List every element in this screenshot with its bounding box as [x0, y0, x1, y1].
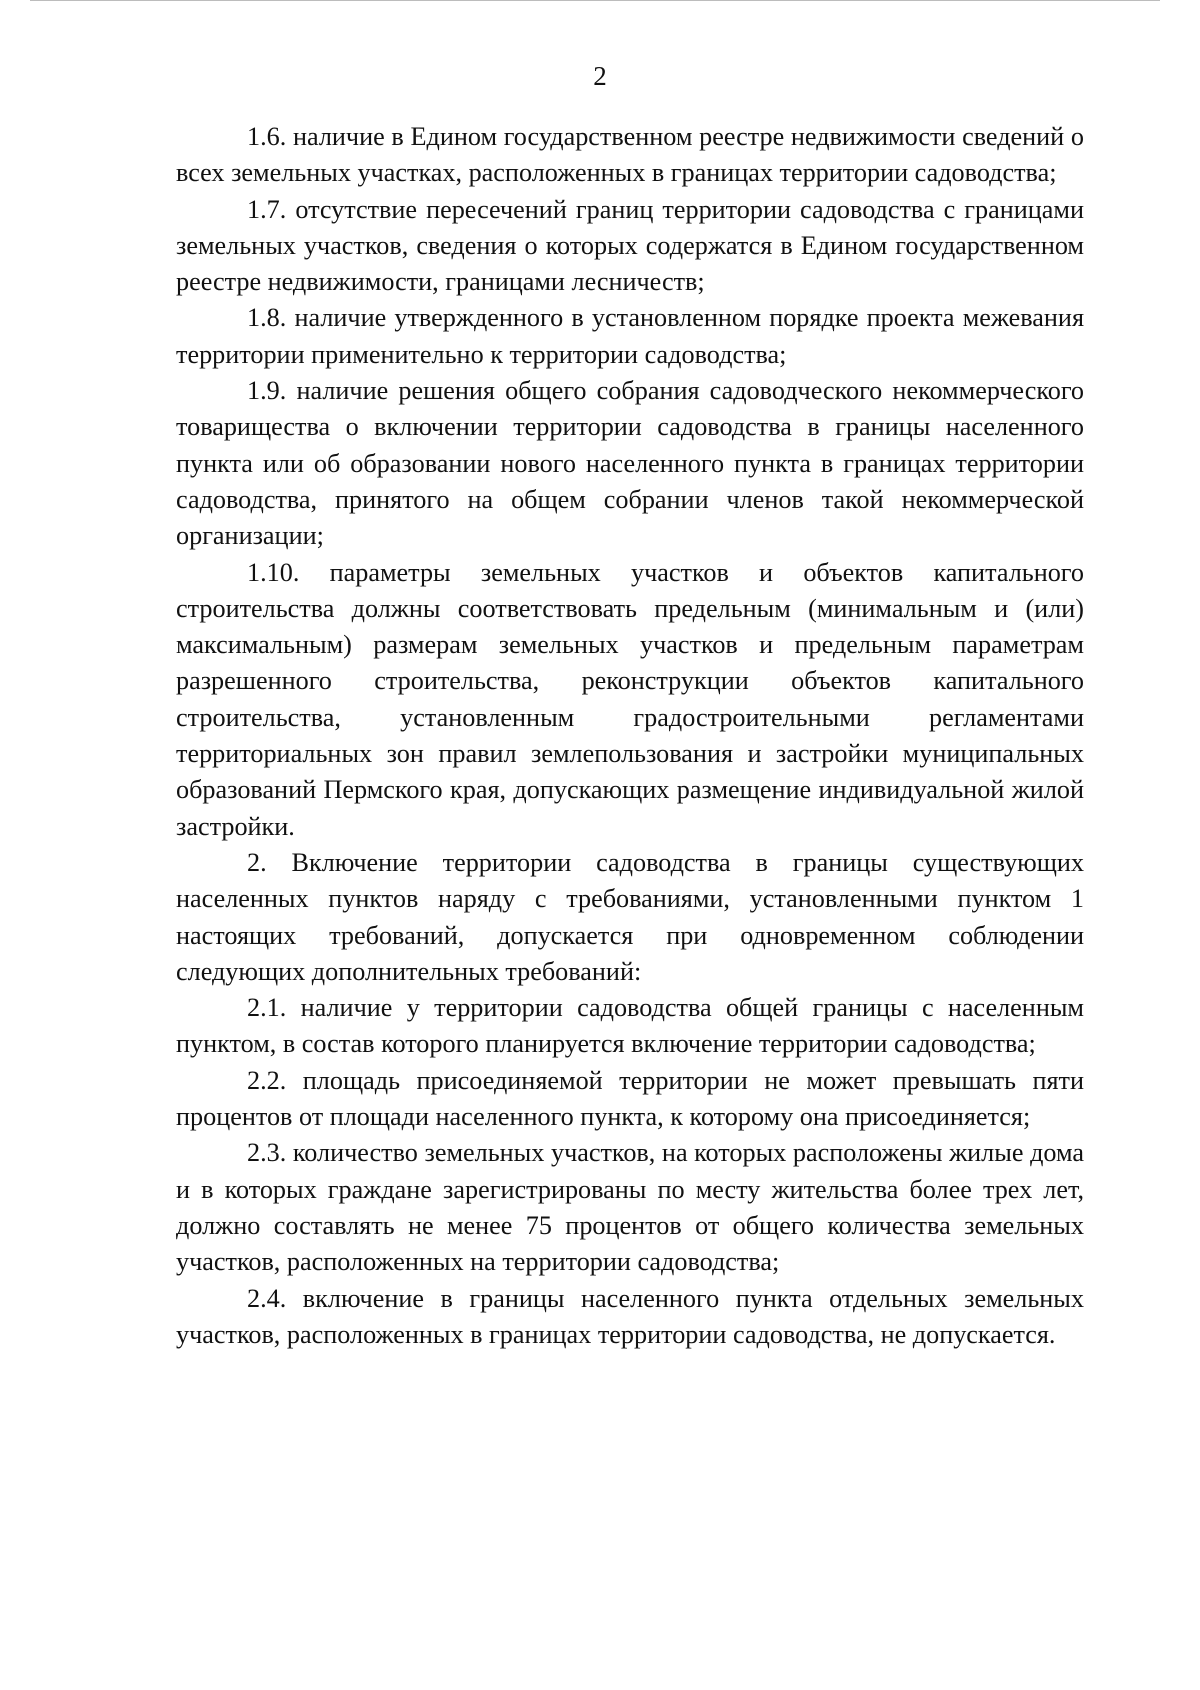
paragraph-1-7: 1.7. отсутствие пересечений границ территории садоводства с границами земельных участков, сведения о которых содержатся в Едином государственном реестре недвижимости, границами лесничеств; — [176, 194, 1084, 297]
paragraph-2-4: 2.4. включение в границы населенного пункта отдельных земельных участков, расположенных в границах территории садоводства, не допускается. — [176, 1283, 1084, 1349]
paragraph-2-2: 2.2. площадь присоединяемой территории не может превышать пяти процентов от площади населенного пункта, к которому она присоединяется; — [176, 1065, 1084, 1132]
paragraph-2: 2. Включение территории садоводства в границы существующих населенных пунктов наряду с требованиями, установленными пунктом 1 настоящих требований, допускается при одновременном соблюдении следующих дополнительных требований: — [176, 847, 1084, 986]
paragraph-1-10: 1.10. параметры земельных участков и объектов капитального строительства должны соответствовать предельным (минимальным и (или) максимальным) размерам земельных участков и предельным параметрам разрешенного строительства, реконструкции объектов капитального строительства, установленным градостроительными регламентами территориальных зон правил землепользования и застройки муниципальных образований Пермского края, допускающих размещение индивидуальной жилой застройки. — [176, 557, 1084, 841]
scan-top-edge — [30, 0, 1160, 1]
paragraph-1-9: 1.9. наличие решения общего собрания садоводческого некоммерческого товарищества о включении территории садоводства в границы населенного пункта или об образовании нового населенного пункта в границах территории садоводства, принятого на общем собрании членов такой некоммерческой организации; — [176, 376, 1084, 551]
page-number: 2 — [593, 61, 607, 91]
paragraph-1-8: 1.8. наличие утвержденного в установленном порядке проекта межевания территории применительно к территории садоводства; — [176, 303, 1084, 369]
paragraph-2-1: 2.1. наличие у территории садоводства общей границы с населенным пунктом, в состав которого планируется включение территории садоводства; — [176, 993, 1084, 1059]
document-body — [176, 119, 1084, 1353]
paragraph-1-6: 1.6. наличие в Едином государственном реестре недвижимости сведений о всех земельных участках, расположенных в границах территории садоводства; — [176, 122, 1084, 188]
paragraph-2-3: 2.3. количество земельных участков, на которых расположены жилые дома и в которых граждане зарегистрированы по месту жительства более трех лет, должно составлять не менее 75 процентов от общего количества земельных участков, расположенных на территории садоводства; — [176, 1138, 1084, 1277]
